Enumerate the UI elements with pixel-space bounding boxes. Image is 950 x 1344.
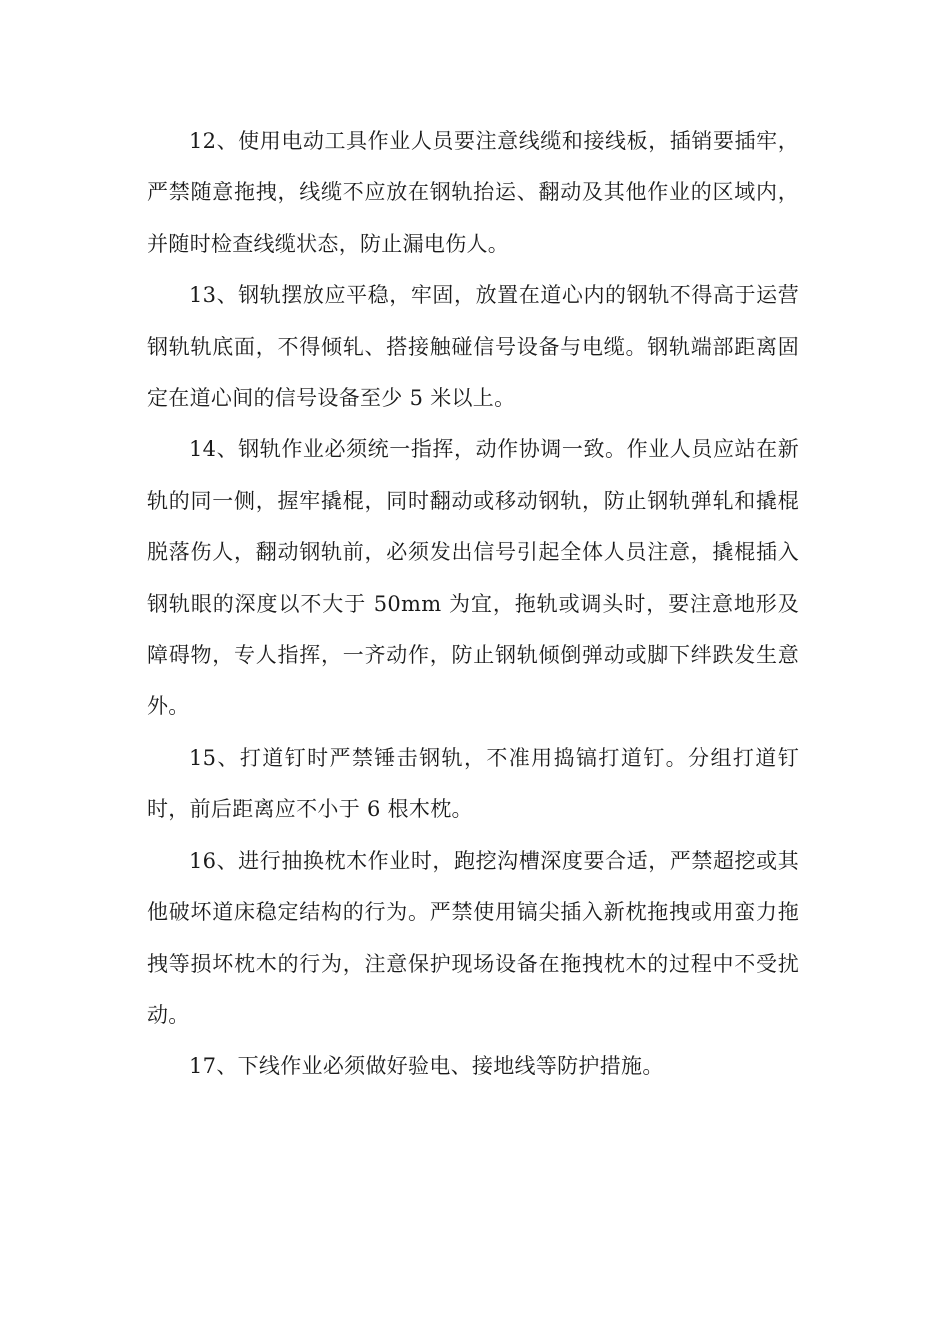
paragraph-13: 13、钢轨摆放应平稳，牢固，放置在道心内的钢轨不得高于运营钢轨轨底面，不得倾轧、搭接触碰信号设备与电缆。钢轨端部距离固定在道心间的信号设备至少 5 米以上。 xyxy=(147,283,799,411)
paragraph-16: 16、进行抽换枕木作业时，跑挖沟槽深度要合适，严禁超挖或其他破坏道床稳定结构的行为。严禁使用镐尖插入新枕拖拽或用蛮力拖拽等损坏枕木的行为，注意保护现场设备在拖拽枕木的过程中不受扰动。 xyxy=(147,848,799,1027)
document-body xyxy=(147,116,799,1093)
paragraph-17: 17、下线作业必须做好验电、接地线等防护措施。 xyxy=(189,1054,664,1079)
paragraph-15: 15、打道钉时严禁锤击钢轨，不准用捣镐打道钉。分组打道钉时，前后距离应不小于 6 根木枕。 xyxy=(147,745,799,822)
paragraph-14: 14、钢轨作业必须统一指挥，动作协调一致。作业人员应站在新轨的同一侧，握牢撬棍，同时翻动或移动钢轨，防止钢轨弹轧和撬棍脱落伤人，翻动钢轨前，必须发出信号引起全体人员注意，撬棍插入钢轨眼的深度以不大于 50mm 为宜，拖轨或调头时，要注意地形及障碍物，专人指挥，一齐动作，防止钢轨倾倒弹动或脚下绊跌发生意外。 xyxy=(147,437,799,719)
paragraph-12: 12、使用电动工具作业人员要注意线缆和接线板，插销要插牢，严禁随意拖拽，线缆不应放在钢轨抬运、翻动及其他作业的区域内，并随时检查线缆状态，防止漏电伤人。 xyxy=(147,129,799,256)
